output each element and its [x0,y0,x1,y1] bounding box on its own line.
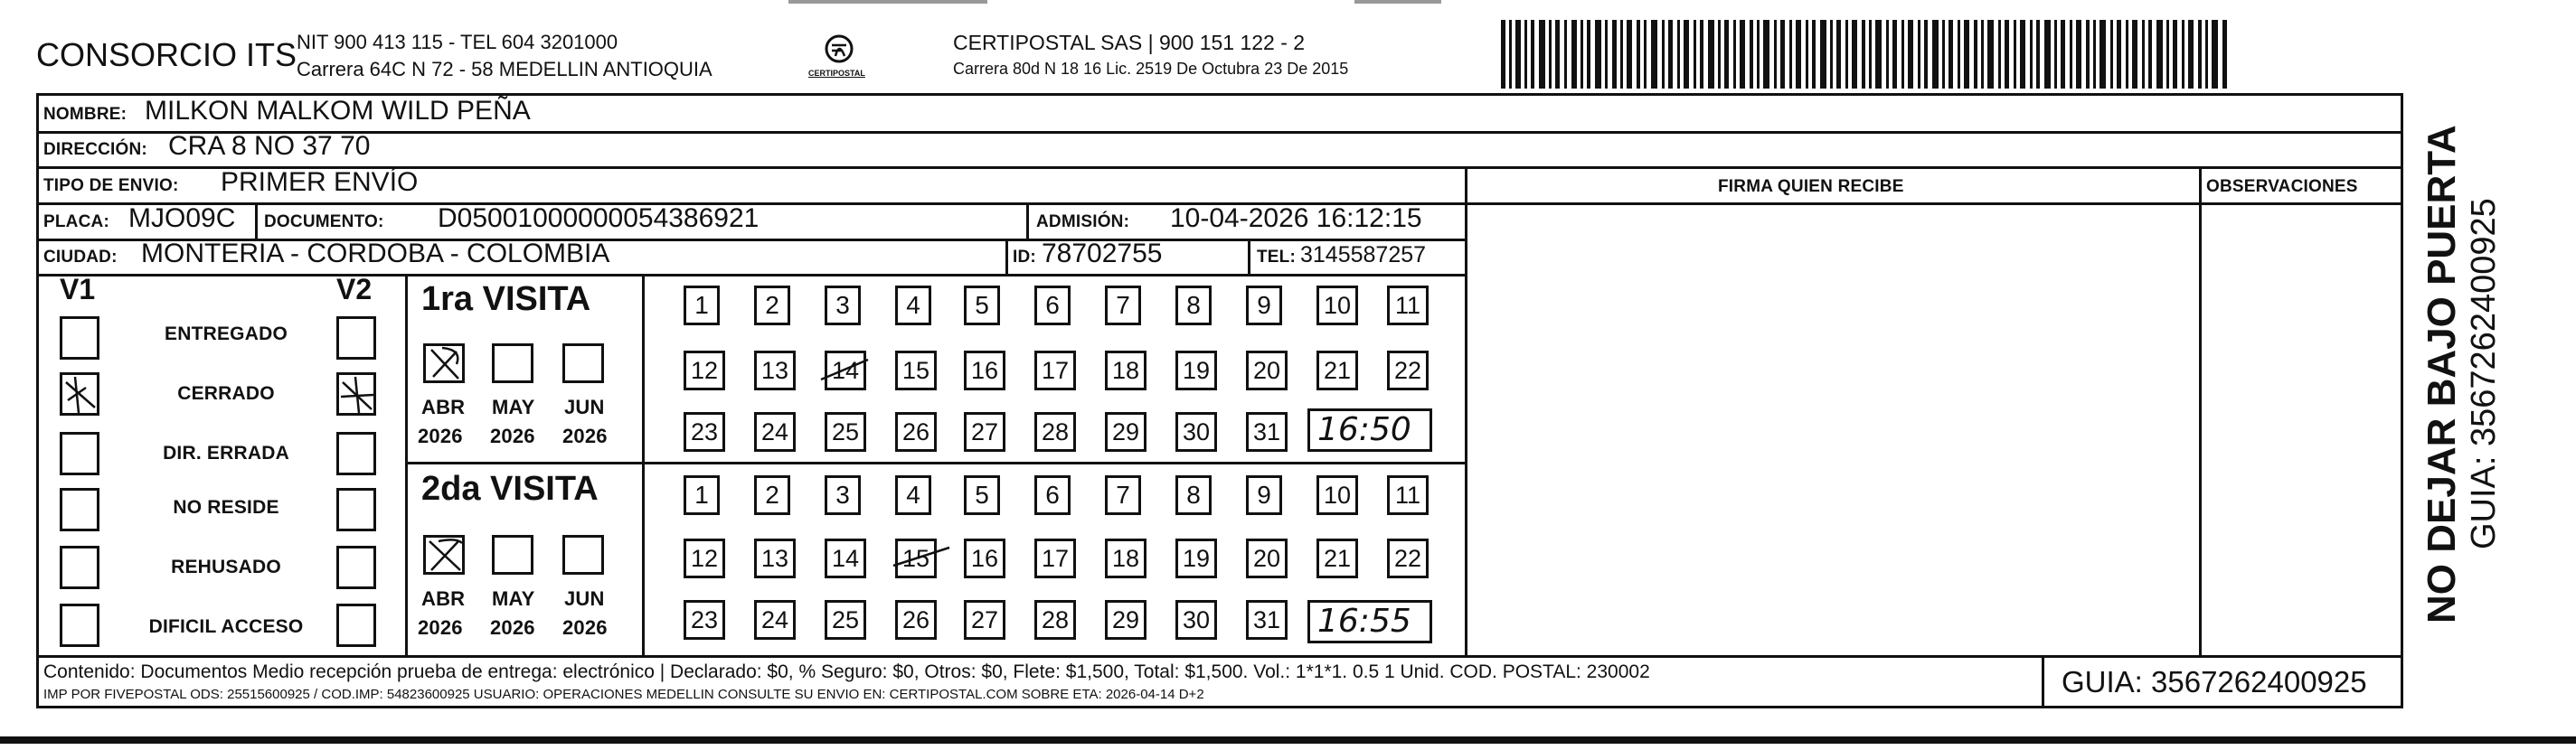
v2-no-reside-checkbox[interactable] [336,488,376,531]
form-bottom-border [36,706,2403,708]
first-visit-month-may-checkbox[interactable] [492,343,533,383]
check-mark-icon [426,346,464,382]
first-visit-day-15[interactable]: 15 [895,351,937,390]
col-line [1005,239,1008,277]
first-visit-day-29[interactable]: 29 [1105,412,1146,452]
first-visit-day-7[interactable]: 7 [1105,286,1141,325]
first-visit-day-10[interactable]: 10 [1316,286,1358,325]
first-visit-day-19[interactable]: 19 [1175,351,1217,390]
first-visit-day-17[interactable]: 17 [1034,351,1076,390]
col-line [1026,202,1029,240]
col-line [2199,166,2202,658]
top-edge-mark [788,0,987,4]
v1-no-reside-checkbox[interactable] [60,488,99,531]
second-visit-title: 2da VISITA [421,470,599,508]
admision-label: ADMISIÓN: [1036,212,1130,231]
first-visit-day-18[interactable]: 18 [1105,351,1146,390]
nombre-label: NOMBRE: [43,105,127,124]
barcode-icon [1501,20,2230,89]
status-cerrado-label: CERRADO [177,383,275,404]
first-visit-time-box[interactable] [1307,408,1432,452]
id-label: ID: [1013,248,1036,267]
second-visit-day-20[interactable]: 20 [1246,539,1288,578]
day-15-strike-icon [890,540,953,577]
first-visit-day-23[interactable]: 23 [684,412,725,452]
v1-dir-errada-checkbox[interactable] [60,432,99,475]
nombre-value: MILKON MALKOM WILD PEÑA [145,96,531,126]
v2-entregado-checkbox[interactable] [336,316,376,360]
row-line [36,655,2403,658]
first-visit-day-5[interactable]: 5 [964,286,1000,325]
form-right-border [2401,93,2403,708]
second-visit-month-jun-checkbox[interactable] [562,535,604,575]
status-no-reside-label: NO RESIDE [173,497,279,518]
second-visit-month-abr: ABR [421,587,466,610]
first-visit-day-21[interactable]: 21 [1316,351,1358,390]
company-address: Carrera 64C N 72 - 58 MEDELLIN ANTIOQUIA [297,58,712,80]
first-visit-day-20[interactable]: 20 [1246,351,1288,390]
first-visit-day-12[interactable]: 12 [684,351,725,390]
col-line [2042,655,2044,708]
second-visit-month-may: MAY [492,587,535,610]
v1-entregado-checkbox[interactable] [60,316,99,360]
first-visit-day-28[interactable]: 28 [1034,412,1076,452]
second-visit-day-26[interactable]: 26 [895,600,937,640]
second-visit-month-may-checkbox[interactable] [492,535,533,575]
first-visit-title: 1ra VISITA [421,280,591,318]
second-visit-day-12[interactable]: 12 [684,539,725,578]
second-visit-day-18[interactable]: 18 [1105,539,1146,578]
admision-value: 10-04-2026 16:12:15 [1170,203,1422,233]
row-line [405,462,1465,464]
tipo-envio-value: PRIMER ENVÍO [221,167,419,197]
first-visit-month-jun: JUN [564,396,605,418]
first-visit-year-may: 2026 [490,425,535,447]
tel-value: 3145587257 [1300,242,1427,267]
second-visit-year-may: 2026 [490,616,535,639]
first-visit-day-4[interactable]: 4 [895,286,931,325]
first-visit-month-jun-checkbox[interactable] [562,343,604,383]
second-visit-year-abr: 2026 [418,616,463,639]
second-visit-day-16[interactable]: 16 [964,539,1005,578]
documento-value: D050010000000543​86921 [438,203,760,233]
direccion-label: DIRECCIÓN: [43,140,147,159]
certipostal-line: CERTIPOSTAL SAS | 900 151 122 - 2 [953,31,1306,54]
ciudad-label: CIUDAD: [43,248,118,267]
second-visit-day-23[interactable]: 23 [684,600,725,640]
second-visit-day-2[interactable]: 2 [754,475,790,515]
first-visit-day-3[interactable]: 3 [825,286,861,325]
col-line [405,274,408,657]
second-visit-day-22[interactable]: 22 [1387,539,1429,578]
second-visit-day-10[interactable]: 10 [1316,475,1358,515]
check-mark-icon [339,375,375,415]
first-visit-month-may: MAY [492,396,535,418]
first-visit-day-30[interactable]: 30 [1175,412,1217,452]
first-visit-day-31[interactable]: 31 [1246,412,1288,452]
firma-label: FIRMA QUIEN RECIBE [1718,177,1904,196]
first-visit-day-8[interactable]: 8 [1175,286,1212,325]
second-visit-day-5[interactable]: 5 [964,475,1000,515]
tel-label: TEL: [1257,248,1297,267]
first-visit-month-abr-checkbox[interactable] [423,343,465,383]
second-visit-day-1[interactable]: 1 [684,475,720,515]
page-bottom-rule [0,736,2576,744]
v2-rehusado-checkbox[interactable] [336,546,376,589]
v1-cerrado-checkbox[interactable] [60,372,99,416]
v2-cerrado-checkbox[interactable] [336,372,376,416]
check-mark-icon [426,538,464,574]
second-visit-day-17[interactable]: 17 [1034,539,1076,578]
tipo-envio-label: TIPO DE ENVIO: [43,176,179,195]
side-vertical-text [2411,127,2537,633]
first-visit-day-27[interactable]: 27 [964,412,1005,452]
v2-label: V2 [336,273,373,305]
status-rehusado-label: REHUSADO [171,557,281,577]
placa-label: PLACA: [43,212,109,231]
second-visit-day-3[interactable]: 3 [825,475,861,515]
v1-dificil-acceso-checkbox[interactable] [60,604,99,647]
second-visit-day-27[interactable]: 27 [964,600,1005,640]
first-visit-day-1[interactable]: 1 [684,286,720,325]
first-visit-day-16[interactable]: 16 [964,351,1005,390]
side-no-dejar-bajo-puerta: NO DEJAR BAJO PUERTA [2420,125,2464,623]
col-line [1465,166,1467,658]
observaciones-label: OBSERVACIONES [2206,177,2358,196]
form-left-border [36,93,39,708]
second-visit-day-4[interactable]: 4 [895,475,931,515]
second-visit-day-25[interactable]: 25 [825,600,866,640]
second-visit-time-box[interactable] [1307,600,1432,643]
v2-dificil-acceso-checkbox[interactable] [336,604,376,647]
first-visit-time: 16:50 [1317,411,1411,448]
status-entregado-label: ENTREGADO [165,323,288,344]
second-visit-day-24[interactable]: 24 [754,600,796,640]
second-visit-day-28[interactable]: 28 [1034,600,1076,640]
check-mark-icon [62,375,99,415]
first-visit-month-abr: ABR [421,396,466,418]
nit-line: NIT 900 413 115 - TEL 604 3201000 [297,31,618,53]
row-line [36,131,2403,134]
second-visit-day-15[interactable]: 15 [895,539,937,578]
second-visit-day-29[interactable]: 29 [1105,600,1146,640]
first-visit-year-abr: 2026 [418,425,463,447]
second-visit-day-21[interactable]: 21 [1316,539,1358,578]
ciudad-value: MONTERIA - CORDOBA - COLOMBIA [141,239,610,268]
documento-label: DOCUMENTO: [264,212,384,231]
company-name: CONSORCIO ITS [36,36,297,73]
col-line [642,274,645,657]
status-dir-errada-label: DIR. ERRADA [163,443,289,464]
col-line [1248,239,1250,277]
id-value: 78702755 [1042,239,1163,268]
second-visit-day-7[interactable]: 7 [1105,475,1141,515]
first-visit-day-22[interactable]: 22 [1387,351,1429,390]
second-visit-day-9[interactable]: 9 [1246,475,1282,515]
second-visit-year-jun: 2026 [562,616,608,639]
second-visit-day-14[interactable]: 14 [825,539,866,578]
barcode [1501,20,2230,89]
first-visit-day-13[interactable]: 13 [754,351,796,390]
footer-print-line: IMP POR FIVEPOSTAL ODS: 25515600925 / COD.IMP: 54823600925 USUARIO: OPERACIONES MEDELLIN CONSULTE SU ENVIO EN: CERTIPOSTAL.COM SOBRE ETA: 2026-04-14 D+2 [43,687,1204,702]
certipostal-address: Carrera 80d N 18 16 Lic. 2519 De Octubra 23 De 2015 [953,60,1349,78]
v1-rehusado-checkbox[interactable] [60,546,99,589]
first-visit-day-26[interactable]: 26 [895,412,937,452]
col-line [255,202,258,240]
second-visit-day-8[interactable]: 8 [1175,475,1212,515]
side-guia: GUIA: 3567262400925 [2465,198,2503,549]
footer-content-line: Contenido: Documentos Medio recepción prueba de entrega: electrónico | Declarado: $0, % Seguro: $0, Otros: $0, Flete: $1,500, Total: $1,500. Vol.: 1*1*1. 0.5 1 Unid. COD. POSTAL: 230002 [43,661,1650,682]
first-visit-day-9[interactable]: 9 [1246,286,1282,325]
first-visit-day-24[interactable]: 24 [754,412,796,452]
second-visit-day-6[interactable]: 6 [1034,475,1071,515]
v2-dir-errada-checkbox[interactable] [336,432,376,475]
second-visit-month-jun: JUN [564,587,605,610]
top-edge-mark [1354,0,1441,4]
first-visit-day-11[interactable]: 11 [1387,286,1429,325]
certipostal-logo-text: CERTIPOSTAL [808,69,865,78]
v1-label: V1 [60,273,96,305]
second-visit-day-13[interactable]: 13 [754,539,796,578]
first-visit-day-2[interactable]: 2 [754,286,790,325]
status-dificil-acceso-label: DIFICIL ACCESO [148,616,304,637]
second-visit-time: 16:55 [1317,603,1411,640]
first-visit-day-14[interactable]: 14 [825,351,866,390]
day-14-strike-icon [817,354,872,390]
second-visit-day-19[interactable]: 19 [1175,539,1217,578]
second-visit-day-31[interactable]: 31 [1246,600,1288,640]
placa-value: MJO09C [128,203,236,233]
first-visit-day-25[interactable]: 25 [825,412,866,452]
row-line [36,274,1465,277]
second-visit-day-11[interactable]: 11 [1387,475,1429,515]
footer-guia: GUIA: 3567262400925 [2062,665,2367,698]
second-visit-day-30[interactable]: 30 [1175,600,1217,640]
second-visit-month-abr-checkbox[interactable] [423,535,465,575]
first-visit-year-jun: 2026 [562,425,608,447]
first-visit-day-6[interactable]: 6 [1034,286,1071,325]
direccion-value: CRA 8 NO 37 70 [168,131,371,161]
